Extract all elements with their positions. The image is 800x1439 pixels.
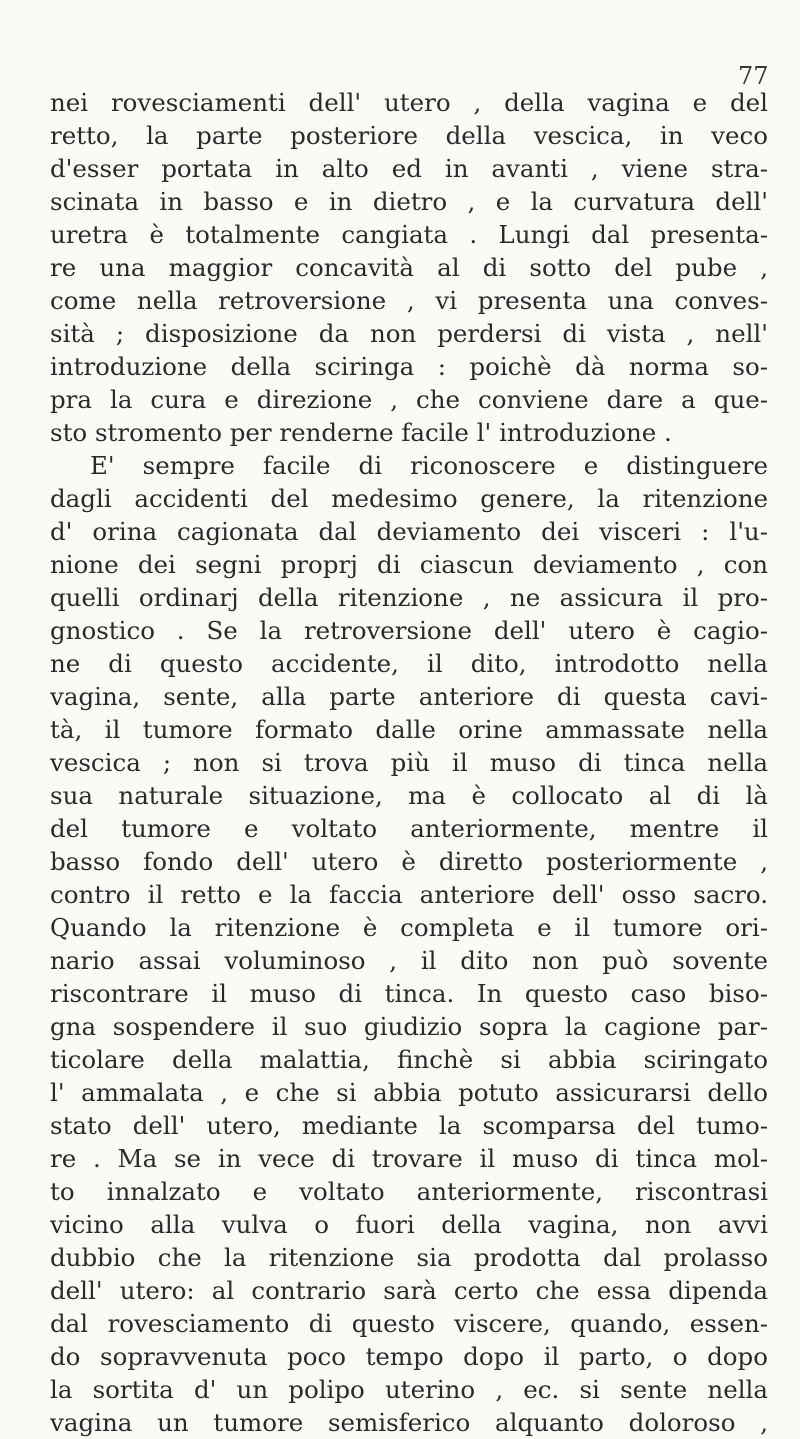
text-line: nei rovesciamenti dell' utero , della vagina e del [50, 88, 768, 117]
text-line: E' sempre facile di riconoscere e distinguere [90, 451, 768, 480]
text-line: dal rovesciamento di questo viscere, quando, essen- [50, 1309, 768, 1338]
text-line: tà, il tumore formato dalle orine ammassate nella [50, 715, 768, 744]
text-line: dell' utero: al contrario sarà certo che essa dipenda [50, 1276, 768, 1305]
text-line: ne di questo accidente, il dito, introdotto nella [50, 649, 768, 678]
text-line: vagina, sente, alla parte anteriore di questa cavi- [50, 682, 768, 711]
page-number: 77 [738, 62, 769, 90]
text-line: basso fondo dell' utero è diretto posteriormente , [50, 847, 768, 876]
text-line: del tumore e voltato anteriormente, mentre il [50, 814, 768, 843]
text-line: d'esser portata in alto ed in avanti , viene stra- [50, 154, 768, 183]
text-line: riscontrare il muso di tinca. In questo caso biso- [50, 979, 768, 1008]
text-line: scinata in basso e in dietro , e la curvatura dell' [50, 187, 768, 216]
text-line: vescica ; non si trova più il muso di tinca nella [50, 748, 768, 777]
text-line: quelli ordinarj della ritenzione , ne assicura il pro- [50, 583, 768, 612]
text-line: la sortita d' un polipo uterino , ec. si sente nella [50, 1375, 768, 1404]
text-line: vicino alla vulva o fuori della vagina, non avvi [50, 1210, 768, 1239]
text-line: re una maggior concavità al di sotto del pube , [50, 253, 768, 282]
text-line: dagli accidenti del medesimo genere, la ritenzione [50, 484, 768, 513]
text-line: Quando la ritenzione è completa e il tumore ori- [50, 913, 768, 942]
text-line: sità ; disposizione da non perdersi di vista , nell' [50, 319, 768, 348]
text-line: come nella retroversione , vi presenta una conves- [50, 286, 768, 315]
text-line: do sopravvenuta poco tempo dopo il parto, o dopo [50, 1342, 768, 1371]
text-line: d' orina cagionata dal deviamento dei visceri : l'u- [50, 517, 768, 546]
text-line: contro il retto e la faccia anteriore dell' osso sacro. [50, 880, 768, 909]
text-line: pra la cura e direzione , che conviene dare a que- [50, 385, 768, 414]
text-line: gnostico . Se la retroversione dell' utero è cagio- [50, 616, 768, 645]
text-line: dubbio che la ritenzione sia prodotta dal prolasso [50, 1243, 768, 1272]
text-line: nario assai voluminoso , il dito non può sovente [50, 946, 768, 975]
text-line: uretra è totalmente cangiata . Lungi dal presenta- [50, 220, 768, 249]
body-text [50, 86, 768, 1439]
text-line: vagina un tumore semisferico alquanto doloroso , [50, 1408, 768, 1437]
text-line: re . Ma se in vece di trovare il muso di tinca mol- [50, 1144, 768, 1173]
text-line: gna sospendere il suo giudizio sopra la cagione par- [50, 1012, 768, 1041]
text-line: introduzione della sciringa : poichè dà norma so- [50, 352, 768, 381]
text-line: ticolare della malattia, finchè si abbia sciringato [50, 1045, 768, 1074]
text-line: l' ammalata , e che si abbia potuto assicurarsi dello [50, 1078, 768, 1107]
text-line: nione dei segni proprj di ciascun deviamento , con [50, 550, 768, 579]
text-line: retto, la parte posteriore della vescica, in veco [50, 121, 768, 150]
text-line: sto stromento per renderne facile l' introduzione . [50, 418, 672, 447]
text-line: sua naturale situazione, ma è collocato al di là [50, 781, 768, 810]
text-line: stato dell' utero, mediante la scomparsa del tumo- [50, 1111, 768, 1140]
text-line: to innalzato e voltato anteriormente, riscontrasi [50, 1177, 768, 1206]
